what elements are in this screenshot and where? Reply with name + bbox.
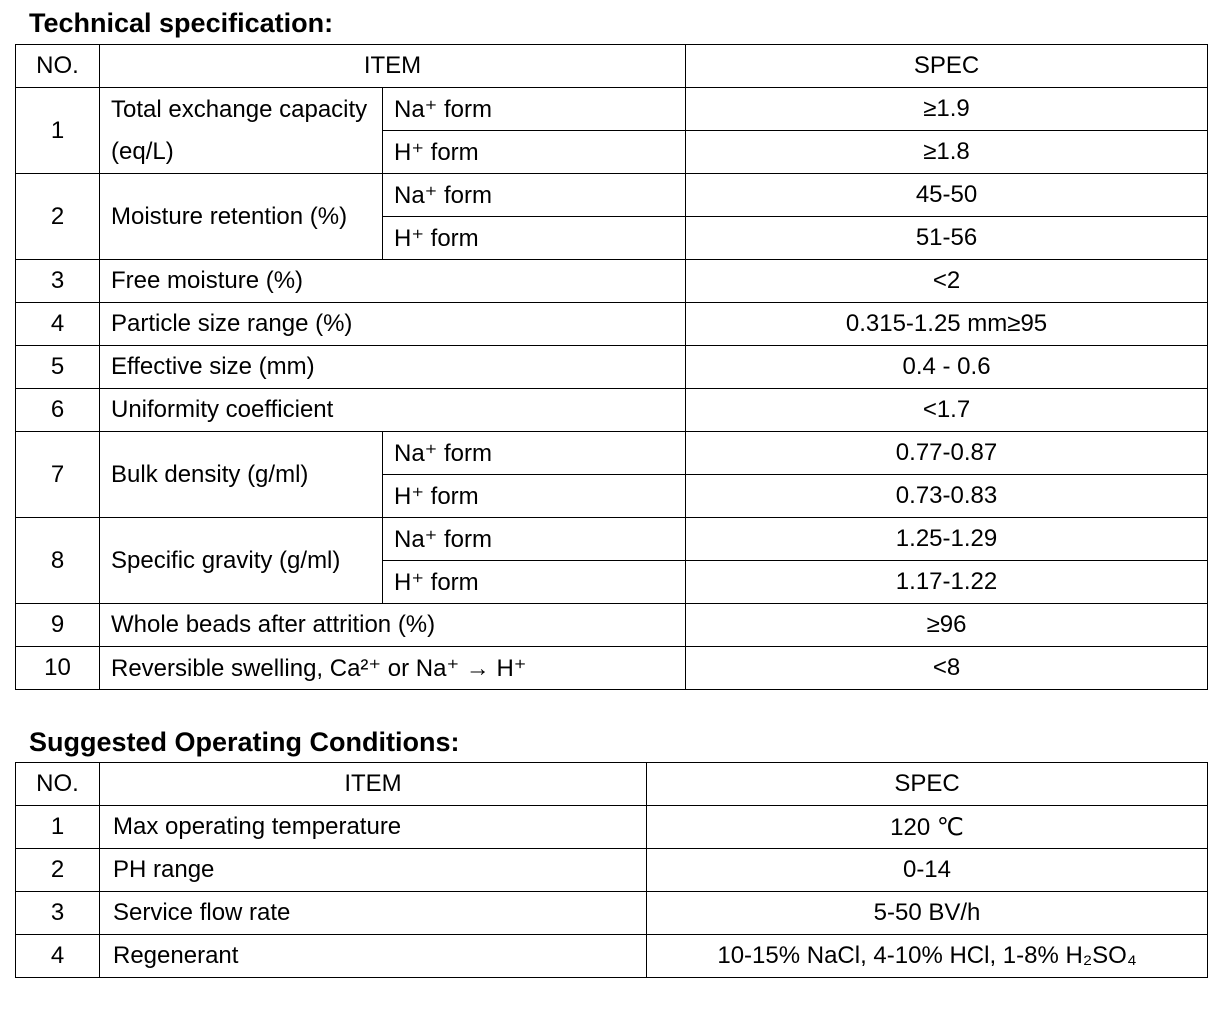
table-row [16,849,1208,892]
row-item: Max operating temperature [100,806,647,849]
form-label: Na⁺ form [383,518,686,561]
table-row [16,935,1208,978]
row-no: 9 [16,604,100,647]
table-row [16,647,1208,690]
row-spec: 1.17-1.22 [686,561,1208,604]
row-spec: 51-56 [686,217,1208,260]
row-spec: 120 ℃ [647,806,1208,849]
row-item: Moisture retention (%) [100,174,383,260]
row-no: 2 [16,849,100,892]
row-item: Bulk density (g/ml) [100,432,383,518]
row-spec: 0.77-0.87 [686,432,1208,475]
technical-spec-heading: Technical specification: [29,8,334,38]
row-item: Regenerant [100,935,647,978]
table-header-row [16,763,1208,806]
header-item: ITEM [100,763,647,806]
row-item: Specific gravity (g/ml) [100,518,383,604]
row-item: Reversible swelling, Ca²⁺ or Na⁺ → H⁺ [100,647,686,690]
row-spec: 45-50 [686,174,1208,217]
operating-conditions-heading: Suggested Operating Conditions: [29,727,460,757]
row-item: Uniformity coefficient [100,389,686,432]
form-label: Na⁺ form [383,174,686,217]
header-spec: SPEC [686,45,1208,88]
table-row [16,806,1208,849]
table-row [16,346,1208,389]
header-no: NO. [16,45,100,88]
table-row [16,432,1208,475]
header-spec: SPEC [647,763,1208,806]
form-label: H⁺ form [383,217,686,260]
row-spec: 0.315-1.25 mm≥95 [686,303,1208,346]
row-item: Whole beads after attrition (%) [100,604,686,647]
row-no: 8 [16,518,100,604]
technical-spec-table [15,44,1208,690]
operating-conditions-table [15,762,1208,978]
form-label: H⁺ form [383,475,686,518]
table-row [16,88,1208,131]
row-no: 1 [16,88,100,174]
row-item: Total exchange capacity (eq/L) [100,88,383,174]
table-row [16,303,1208,346]
row-item: Free moisture (%) [100,260,686,303]
row-spec: <8 [686,647,1208,690]
table-row [16,892,1208,935]
row-spec: 5-50 BV/h [647,892,1208,935]
row-spec: <2 [686,260,1208,303]
form-label: H⁺ form [383,561,686,604]
row-no: 4 [16,935,100,978]
row-item: Particle size range (%) [100,303,686,346]
row-spec: <1.7 [686,389,1208,432]
row-no: 1 [16,806,100,849]
row-no: 2 [16,174,100,260]
header-no: NO. [16,763,100,806]
form-label: H⁺ form [383,131,686,174]
table-row [16,518,1208,561]
row-no: 6 [16,389,100,432]
row-spec: ≥1.9 [686,88,1208,131]
row-spec: 0-14 [647,849,1208,892]
row-no: 3 [16,260,100,303]
row-spec: 0.4 - 0.6 [686,346,1208,389]
row-no: 10 [16,647,100,690]
row-spec: 0.73-0.83 [686,475,1208,518]
table-row [16,604,1208,647]
row-spec: ≥1.8 [686,131,1208,174]
form-label: Na⁺ form [383,432,686,475]
row-spec: ≥96 [686,604,1208,647]
row-item: Effective size (mm) [100,346,686,389]
row-item: Service flow rate [100,892,647,935]
table-row [16,389,1208,432]
row-no: 7 [16,432,100,518]
row-item: PH range [100,849,647,892]
row-no: 4 [16,303,100,346]
row-no: 5 [16,346,100,389]
table-row [16,260,1208,303]
table-header-row [16,45,1208,88]
row-spec: 10-15% NaCl, 4-10% HCl, 1-8% H₂SO₄ [647,935,1208,978]
row-spec: 1.25-1.29 [686,518,1208,561]
table-row [16,174,1208,217]
form-label: Na⁺ form [383,88,686,131]
header-item: ITEM [100,45,686,88]
row-no: 3 [16,892,100,935]
